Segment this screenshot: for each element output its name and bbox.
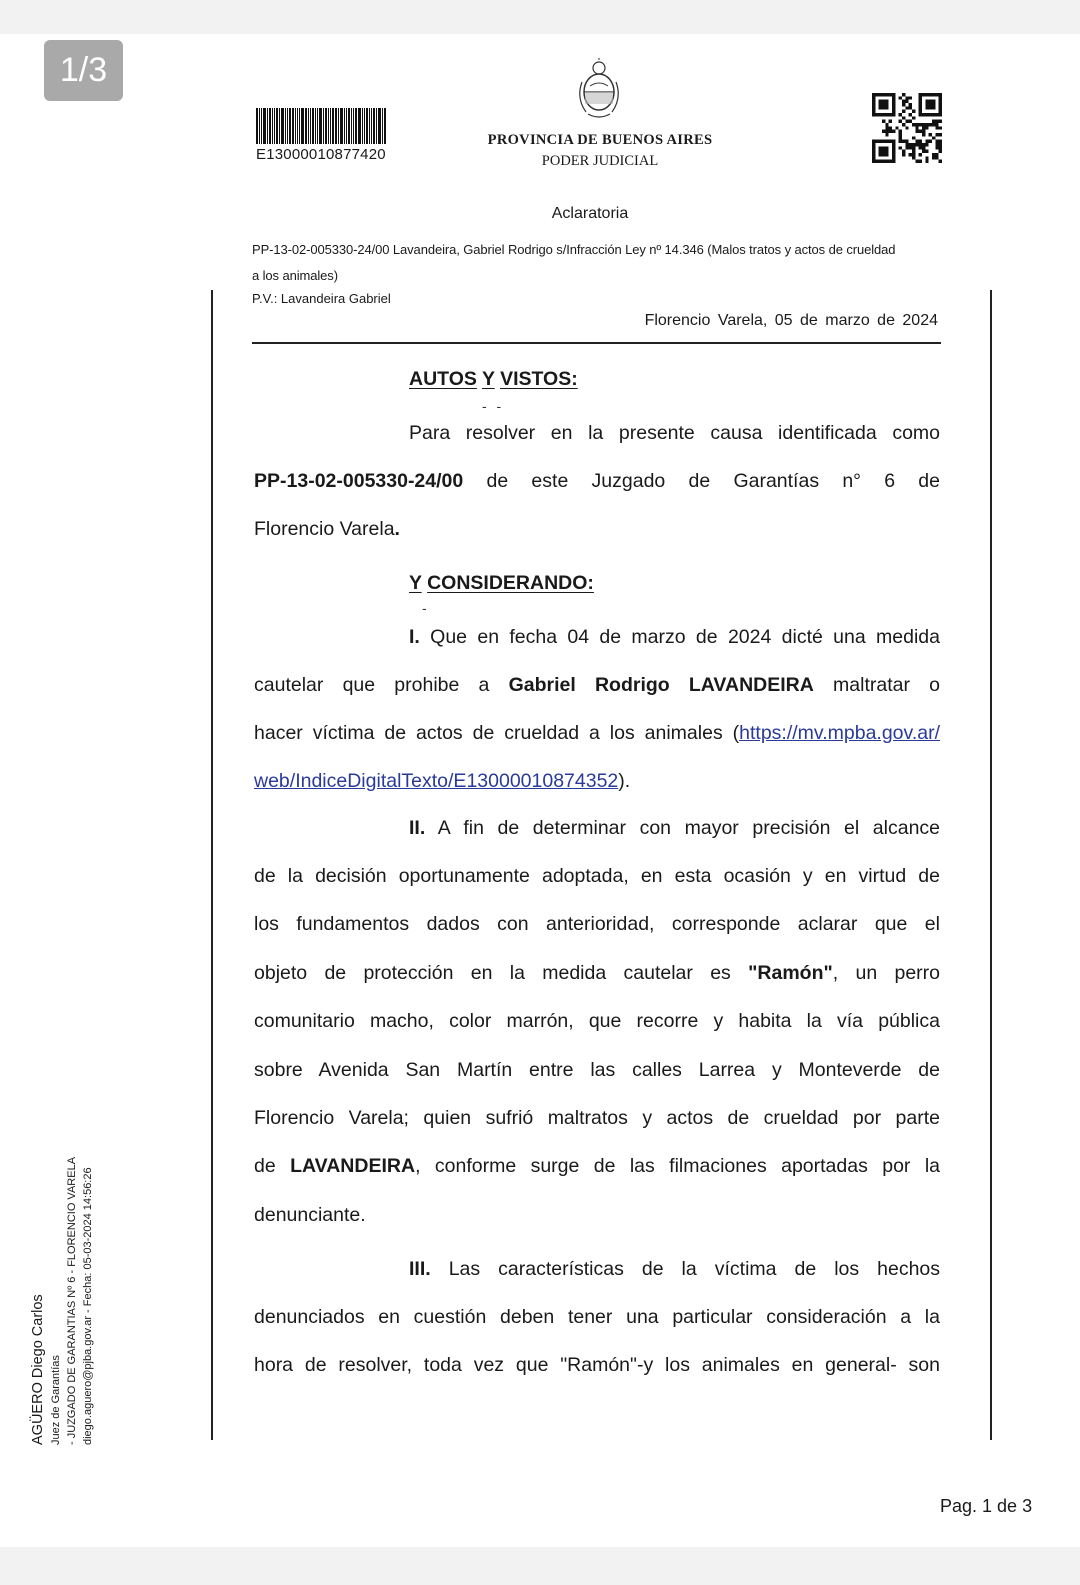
case-reference-line-2: a los animales): [252, 268, 338, 283]
footer-page-number: Pag. 1 de 3: [940, 1496, 1033, 1516]
paragraph-line: hora de resolver, toda vez que "Ramón"-y los animales en general- son: [254, 1354, 940, 1376]
paragraph-line: II. A fin de determinar con mayor precisión el alcance: [409, 817, 941, 839]
barcode: [256, 108, 396, 163]
document-date: Florencio Varela, 05 de marzo de 2024: [644, 312, 938, 329]
header-subtitle: PODER JUDICIAL: [541, 153, 659, 169]
paragraph-line: de la decisión oportunamente adoptada, en esta ocasión y en virtud de: [254, 865, 940, 887]
case-reference: [252, 237, 1012, 289]
heading-considerando: Y CONSIDERANDO:: [409, 572, 594, 594]
paragraph-line: I. Que en fecha 04 de marzo de 2024 dicté una medida: [409, 626, 940, 648]
barcode-number: E13000010877420: [256, 146, 386, 163]
dash-separator: - -: [482, 398, 502, 414]
header-divider: [252, 342, 941, 344]
signer-court: - JUZGADO DE GARANTIAS Nº 6 - FLORENCIO VARELA: [66, 1156, 78, 1445]
dash-separator: -: [422, 600, 427, 616]
page-indicator-text: 1/3: [59, 51, 108, 89]
paragraph-line: web/IndiceDigitalTexto/E13000010874352).: [254, 770, 631, 792]
paragraph-line: denunciados en cuestión deben tener una particular consideración a la: [254, 1306, 940, 1328]
document-link[interactable]: web/IndiceDigitalTexto/E13000010874352: [254, 770, 619, 792]
signer-role: Juez de Garantías: [50, 1355, 62, 1445]
barcode-bars: [256, 108, 396, 144]
paragraph-line: sobre Avenida San Martín entre las calles Larrea y Monteverde de: [254, 1059, 940, 1081]
qr-code-icon: [872, 93, 942, 163]
document-type: Aclaratoria: [551, 205, 629, 222]
header-title: PROVINCIA DE BUENOS AIRES: [487, 132, 713, 148]
digital-signature-block: [28, 1105, 96, 1445]
case-number-bold: PP-13-02-005330-24/00: [254, 470, 464, 492]
left-margin-rule: [211, 290, 213, 1440]
case-reference-line-1: PP-13-02-005330-24/00 Lavandeira, Gabriel Rodrigo s/Infracción Ley nº 14.346 (Malos tratos y actos de crueldad: [252, 242, 896, 257]
right-margin-rule: [990, 290, 992, 1440]
paragraph-line: Florencio Varela.: [254, 518, 400, 540]
signer-email-date: diego.aguero@pjba.gov.ar - Fecha: 05-03-2024 14:56:26: [82, 1167, 94, 1445]
heading-autos-y-vistos: AUTOS Y VISTOS:: [409, 368, 578, 390]
paragraph-line: III. Las características de la víctima de los hechos: [409, 1258, 941, 1280]
paragraph-line: PP-13-02-005330-24/00 de este Juzgado de Garantías n° 6 de: [254, 470, 940, 492]
paragraph-line: comunitario macho, color marrón, que recorre y habita la vía pública: [254, 1010, 940, 1032]
paragraph-line: Para resolver en la presente causa identificada como: [409, 422, 940, 444]
paragraph-line: denunciante.: [254, 1204, 366, 1226]
page-indicator-badge: [44, 40, 123, 101]
document-link[interactable]: https://mv.mpba.gov.ar/: [739, 722, 940, 744]
paragraph-line: Florencio Varela; quien sufrió maltratos y actos de crueldad por parte: [254, 1107, 940, 1129]
paragraph-line: cautelar que prohibe a Gabriel Rodrigo LAVANDEIRA maltratar o: [254, 674, 940, 696]
paragraph-line: los fundamentos dados con anterioridad, corresponde aclarar que el: [254, 913, 940, 935]
signer-name: AGÜERO Diego Carlos: [30, 1294, 46, 1445]
paragraph-line: de LAVANDEIRA, conforme surge de las filmaciones aportadas por la: [254, 1155, 940, 1177]
paragraph-line: hacer víctima de actos de crueldad a los animales (https://mv.mpba.gov.ar/: [254, 722, 940, 744]
pv-line: P.V.: Lavandeira Gabriel: [252, 291, 391, 306]
paragraph-line: objeto de protección en la medida cautelar es "Ramón", un perro: [254, 962, 940, 984]
coat-of-arms-icon: [576, 58, 622, 122]
